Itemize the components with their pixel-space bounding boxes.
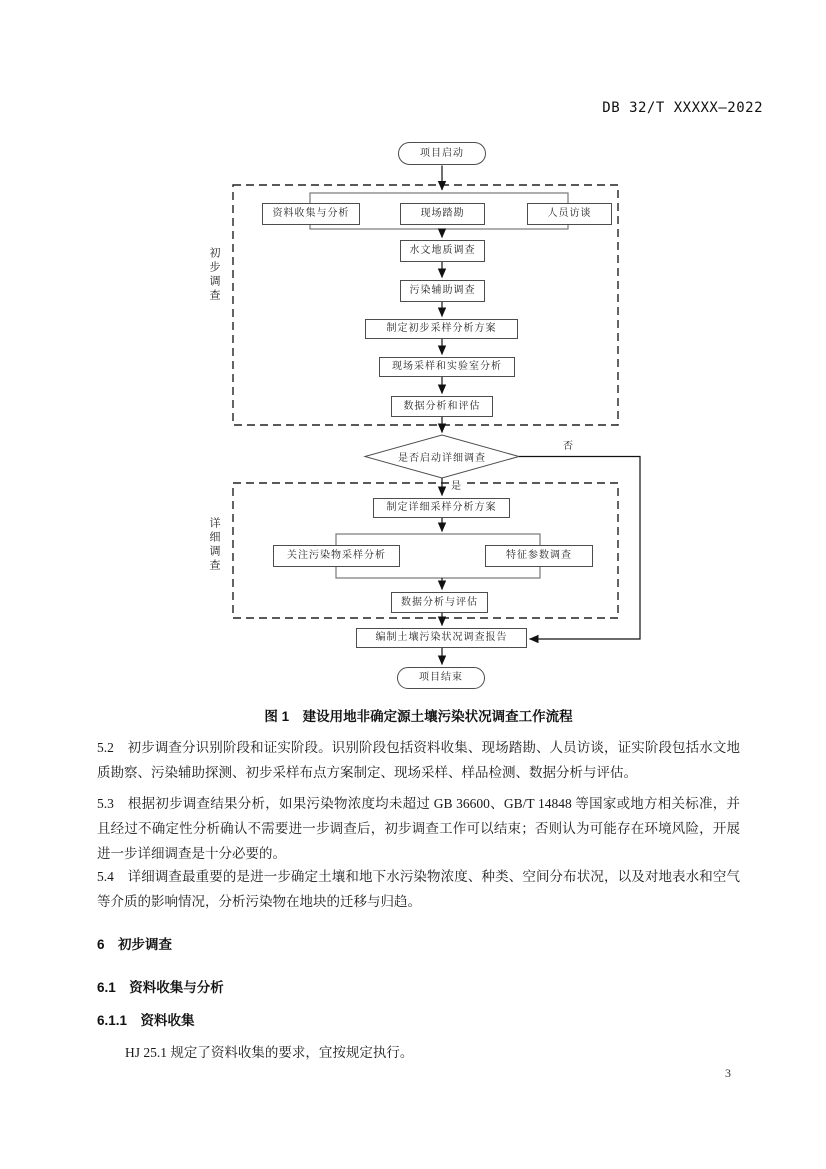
node-data-collection: 资料收集与分析 — [262, 203, 360, 225]
node-interviews: 人员访谈 — [527, 203, 612, 225]
node-prelim-plan: 制定初步采样分析方案 — [365, 319, 518, 339]
node-data-eval-1: 数据分析和评估 — [391, 396, 493, 417]
yes-branch-label: 是 — [449, 477, 463, 492]
page-number: 3 — [725, 1066, 731, 1080]
heading-6: 6 初步调查 — [97, 937, 173, 952]
paragraph-5-2: 5.2 初步调查分识别阶段和证实阶段。识别阶段包括资料收集、现场踏勘、人员访谈，证实阶段包括水文地质勘察、污染辅助探测、初步采样布点方案制定、现场采样、样品检测、数据分析与评估。 — [97, 740, 740, 780]
paragraph-5-4: 5.4 详细调查最重要的是进一步确定土壤和地下水污染物浓度、种类、空间分布状况，以及对地表水和空气等介质的影响情况，分析污染物在地块的迁移与归趋。 — [97, 869, 740, 909]
node-pollution-aux: 污染辅助调查 — [400, 280, 485, 302]
node-hydrogeology: 水文地质调查 — [400, 240, 485, 262]
node-detail-plan: 制定详细采样分析方案 — [373, 498, 510, 518]
node-report: 编制土壤污染状况调查报告 — [356, 628, 527, 648]
heading-6-1-1: 6.1.1 资料收集 — [97, 1013, 195, 1028]
doc-number: DB 32/T XXXXX—2022 — [602, 100, 763, 116]
end-terminator: 项目结束 — [397, 667, 485, 689]
node-param-survey: 特征参数调查 — [485, 545, 593, 567]
paragraph-6-1-1: HJ 25.1 规定了资料收集的要求，宜按规定执行。 — [125, 1045, 414, 1060]
node-pollutant-sampling: 关注污染物采样分析 — [273, 545, 400, 567]
no-branch-label: 否 — [561, 437, 575, 452]
figure-caption: 图 1 建设用地非确定源土壤污染状况调查工作流程 — [264, 709, 573, 724]
node-data-eval-2: 数据分析与评估 — [391, 592, 488, 613]
paragraph-5-3: 5.3 根据初步调查结果分析，如果污染物浓度均未超过 GB 36600、GB/T 14848 等国家或地方相关标准，并且经过不确定性分析确认不需要进一步调查后，初步调查工作可以结束；否则认为可能存在环境风险，开展进一步详细调查是十分必要的。 — [97, 796, 740, 861]
node-site-survey: 现场踏勘 — [400, 203, 485, 225]
heading-6-1: 6.1 资料收集与分析 — [97, 980, 224, 995]
start-terminator: 项目启动 — [398, 142, 486, 165]
stage-label-detailed: 详细调查 — [208, 517, 220, 573]
stage-label-preliminary: 初步调查 — [208, 247, 220, 303]
node-sampling-lab: 现场采样和实验室分析 — [379, 357, 515, 377]
decision-label: 是否启动详细调查 — [398, 453, 486, 464]
